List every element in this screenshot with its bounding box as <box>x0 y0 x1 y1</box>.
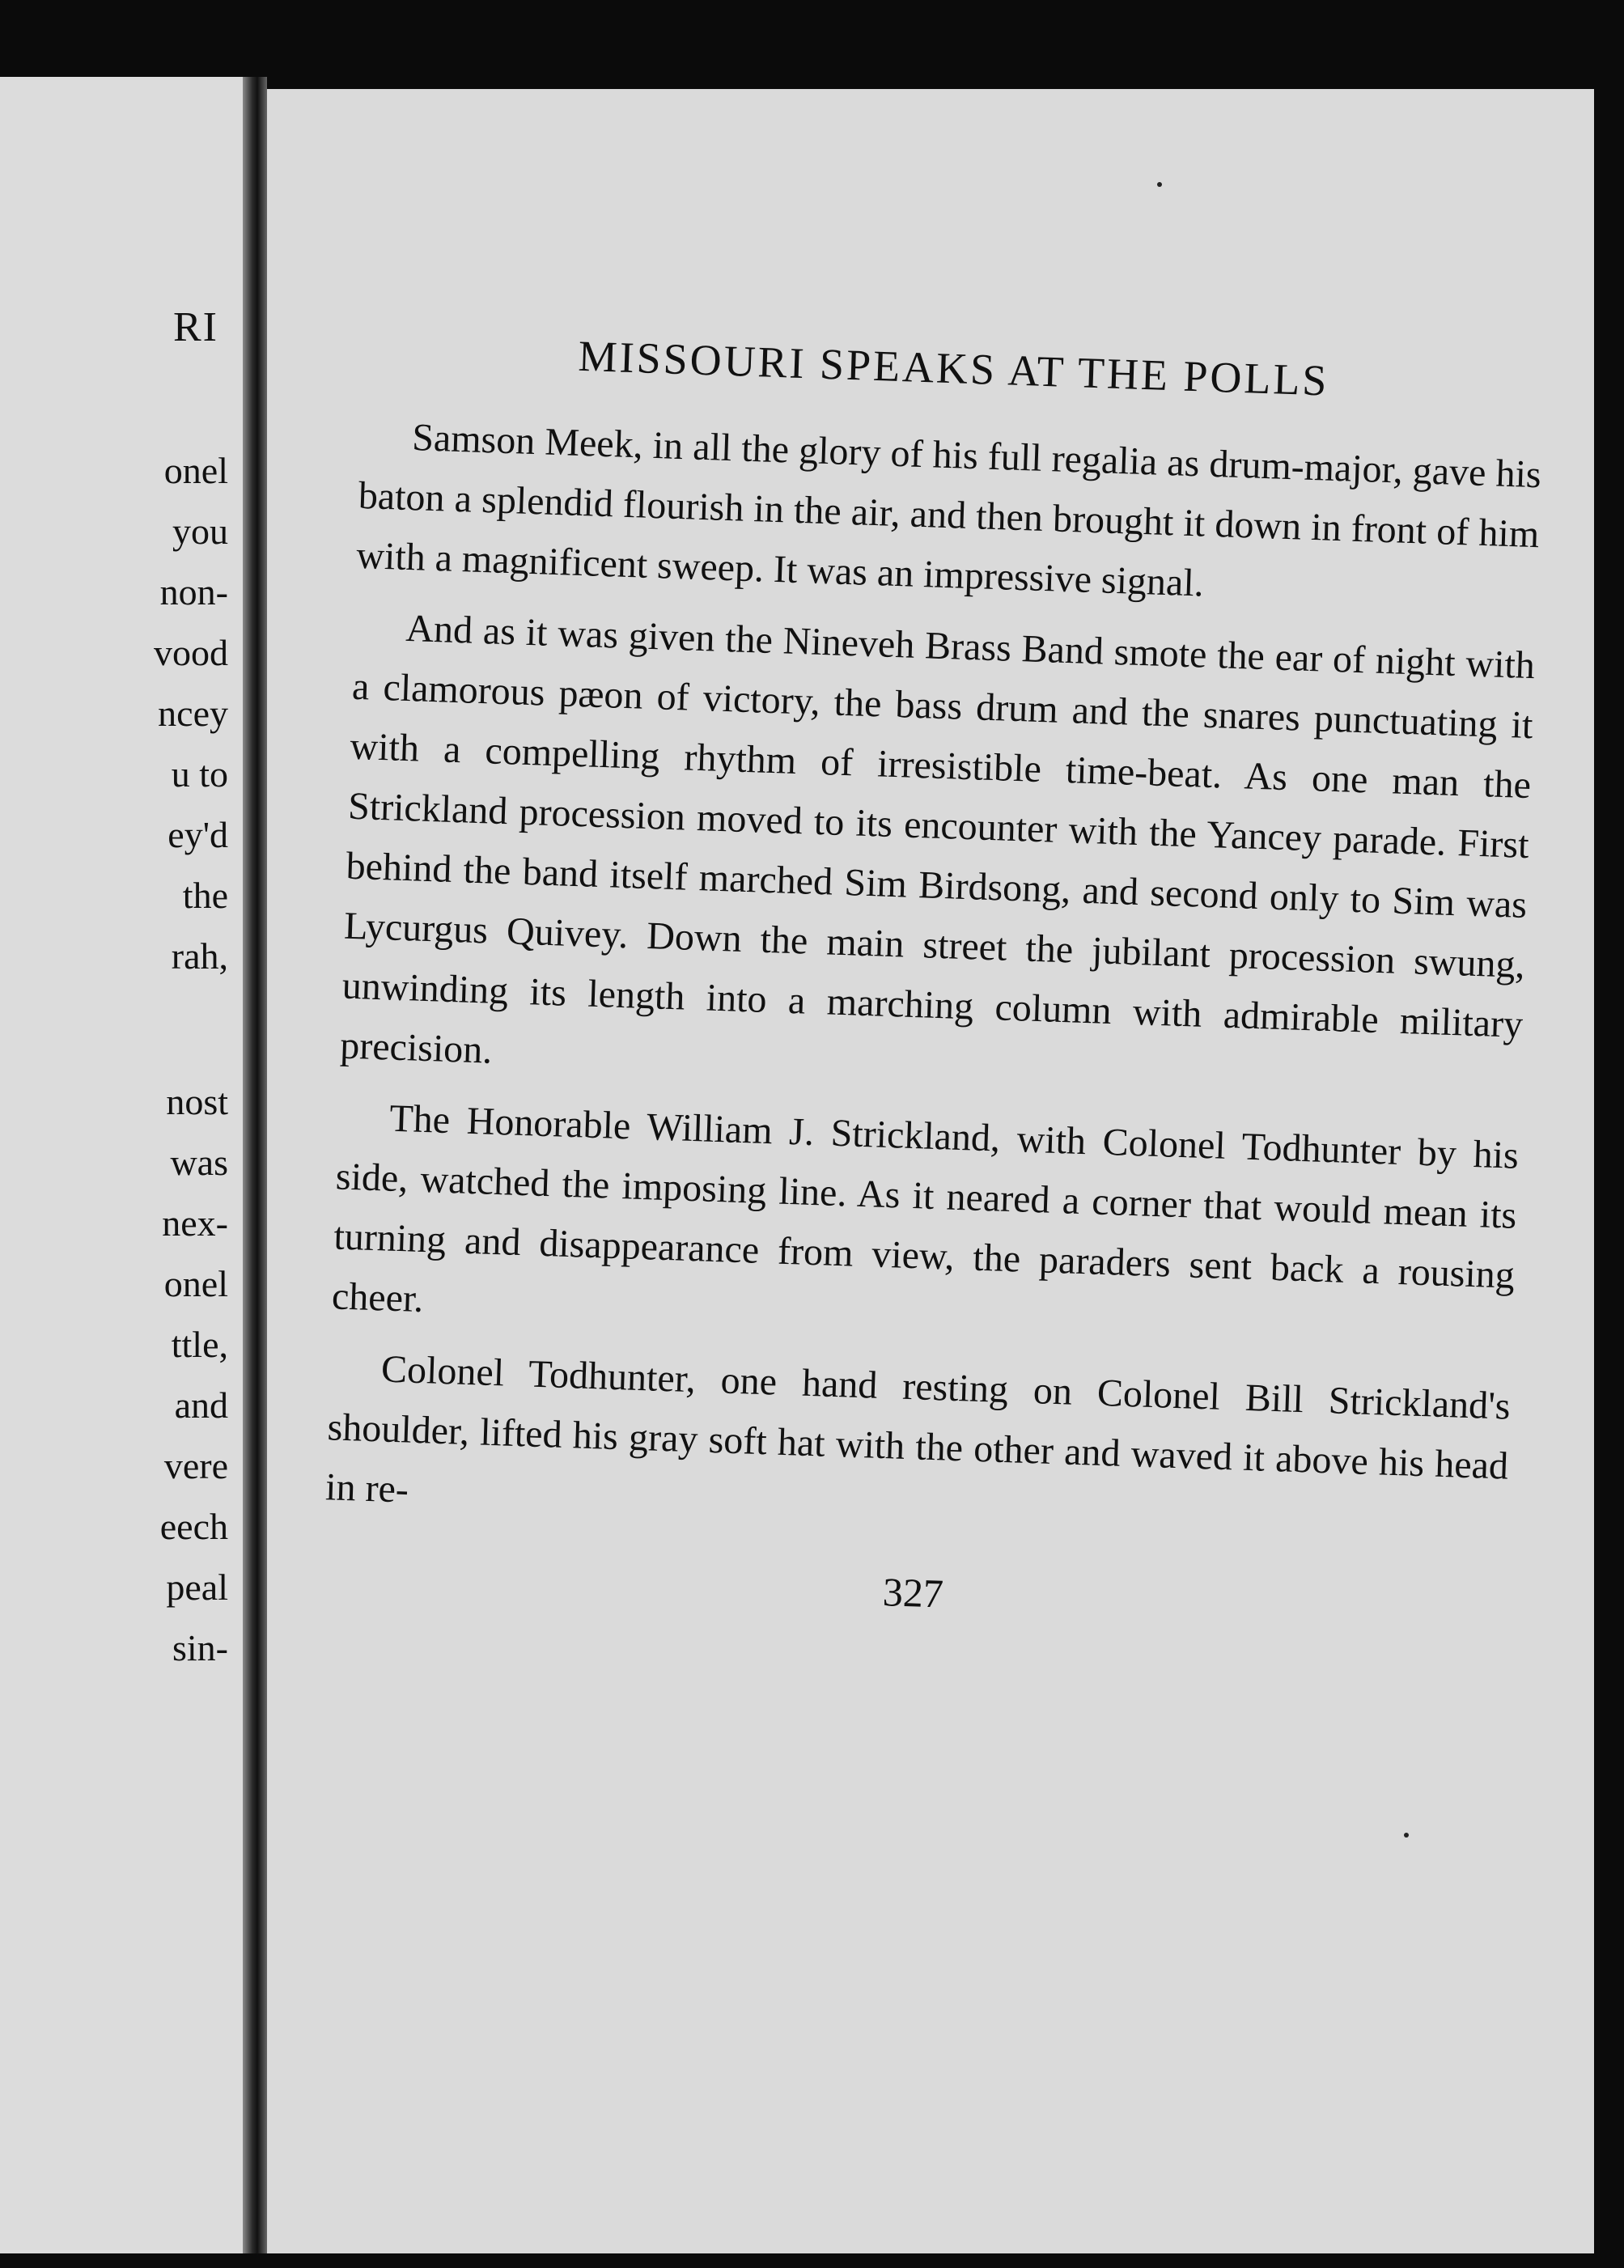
left-line-fragment: you <box>172 511 228 552</box>
left-line-fragment: rah, <box>171 935 228 977</box>
page-text-block <box>322 324 1545 1636</box>
left-line-fragment: nost <box>166 1081 228 1122</box>
page-number: 327 <box>881 1569 944 1617</box>
paragraph: And as it was given the Nineveh Brass Band smote the ear of night with a clamorous pæon of victory, the bass drum and the snares punctuating it with a compelling rhythm of irresistible time-beat. As one man the Strickland procession moved to its encounter with the Yancey parade. First behind the band itself marched Sim Birdsong, and second only to Sim was Lycurgus Quivey. Down the main street the jubilant procession swung, unwinding its length into a marching column with admirable military precision. <box>339 606 1536 1072</box>
paragraph: Colonel Todhunter, one hand resting on Colonel Bill Strickland's shoulder, lifted his gray soft hat with the other and waved it above his head in re- <box>324 1347 1512 1511</box>
paper-speck <box>1157 182 1162 187</box>
paper-speck <box>1404 1833 1409 1838</box>
left-line-fragment: was <box>170 1142 228 1183</box>
left-line-fragment: onel <box>163 450 228 491</box>
left-line-fragment: peal <box>166 1566 228 1608</box>
right-page <box>267 89 1594 2253</box>
left-line-fragment: non- <box>159 571 228 613</box>
left-line-fragment: and <box>174 1384 228 1426</box>
left-line-fragment: sin- <box>172 1627 228 1668</box>
left-line-fragment: ey'd <box>167 814 228 855</box>
left-page <box>0 77 243 2253</box>
paragraph: Samson Meek, in all the glory of his full regalia as drum-major, gave his baton a splendid flourish in the air, and then brought it down in front of him with a magnificent sweep. It was an impressive signal. <box>355 416 1542 605</box>
left-line-fragment: nex- <box>162 1202 228 1244</box>
left-line-fragment: ncey <box>158 693 228 734</box>
left-line-fragment: eech <box>159 1506 228 1547</box>
running-head: MISSOURI SPEAKS AT THE POLLS <box>577 331 1330 405</box>
left-page-text-fragments <box>0 77 243 2253</box>
left-line-fragment: ttle, <box>171 1324 228 1365</box>
book-gutter <box>243 77 267 2253</box>
paragraph: The Honorable William J. Strickland, with Colonel Todhunter by his side, watched the imposing line. As it neared a corner that would mean its turning and disappearance from view, the paraders sent back a rousing cheer. <box>331 1096 1520 1321</box>
left-line-fragment: the <box>182 875 228 916</box>
left-line-fragment: u to <box>171 753 228 795</box>
left-line-fragment: vood <box>154 632 228 673</box>
left-running-head-fragment: RI <box>173 304 218 350</box>
left-line-fragment: onel <box>163 1263 228 1304</box>
left-line-fragment: vere <box>163 1445 228 1486</box>
